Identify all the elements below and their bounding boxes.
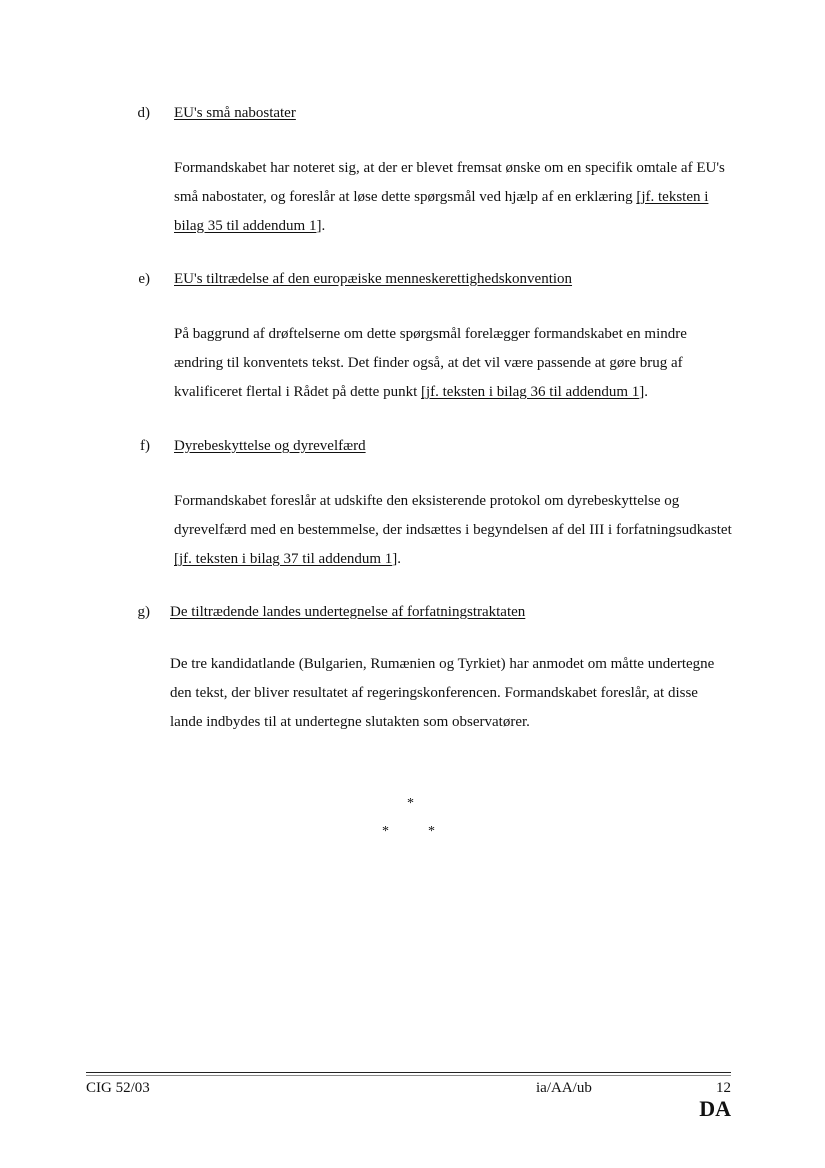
paragraph-text: De tre kandidatlande (Bulgarien, Rumænien og Tyrkiet) har anmodet om måtte undertegne den tekst, der bliver resultatet af regeringskonferencen. Formandskabet foreslår, at disse lande indbydes til at undertegne slutakten som observatører. xyxy=(170,656,715,730)
paragraph-text: Formandskabet foreslår at udskifte den eksisterende protokol om dyrebeskyttelse og dyrevelfærd med en bestemmelse, der indsættes i begyndelsen af del III i forfatningsudkastet xyxy=(174,493,732,538)
section-paragraph xyxy=(174,154,734,241)
section-letter: e) xyxy=(138,271,150,287)
annex-reference: [jf. teksten i bilag 37 til addendum 1 xyxy=(174,551,393,567)
section-letter: f) xyxy=(140,438,150,454)
footer-rule xyxy=(86,1072,731,1073)
paragraph-text-end: ]. xyxy=(316,218,326,234)
section-paragraph xyxy=(170,650,730,737)
section-title: De tiltrædende landes undertegnelse af forfatningstraktaten xyxy=(170,604,526,620)
section-title: Dyrebeskyttelse og dyrevelfærd xyxy=(174,438,366,454)
footer-initials: ia/AA/ub xyxy=(536,1080,592,1096)
paragraph-text-end: ]. xyxy=(392,551,402,567)
separator-star-left: * xyxy=(382,824,389,839)
footer-page-number: 12 xyxy=(716,1080,731,1096)
separator-star-top: * xyxy=(407,796,414,811)
section-paragraph xyxy=(174,320,734,407)
footer-rule-secondary xyxy=(86,1075,731,1076)
annex-reference: [jf. teksten i bilag 36 til addendum 1 xyxy=(420,384,640,400)
paragraph-text: På baggrund af drøftelserne om dette spørgsmål forelægger formandskabet en mindre ændring til konventets tekst. Det finder også, at det vil være passende at gøre brug af kvalificeret flertal i Rådet på dette punkt xyxy=(174,326,687,400)
paragraph-text-end: ]. xyxy=(639,384,649,400)
separator-star-right: * xyxy=(428,824,435,839)
section-title: EU's små nabostater xyxy=(174,105,296,121)
annex-reference: [jf. teksten i bilag 35 til addendum 1 xyxy=(174,189,709,234)
section-letter: d) xyxy=(137,105,150,121)
section-paragraph xyxy=(174,487,734,574)
section-letter: g) xyxy=(137,604,150,620)
footer-document-reference: CIG 52/03 xyxy=(86,1080,150,1096)
section-title: EU's tiltrædelse af den europæiske menneskerettighedskonvention xyxy=(174,271,573,287)
paragraph-text: Formandskabet har noteret sig, at der er blevet fremsat ønske om en specifik omtale af EU's små nabostater, og foreslår at løse dette spørgsmål ved hjælp af en erklæring xyxy=(174,160,725,205)
footer-language-code: DA xyxy=(699,1096,731,1121)
